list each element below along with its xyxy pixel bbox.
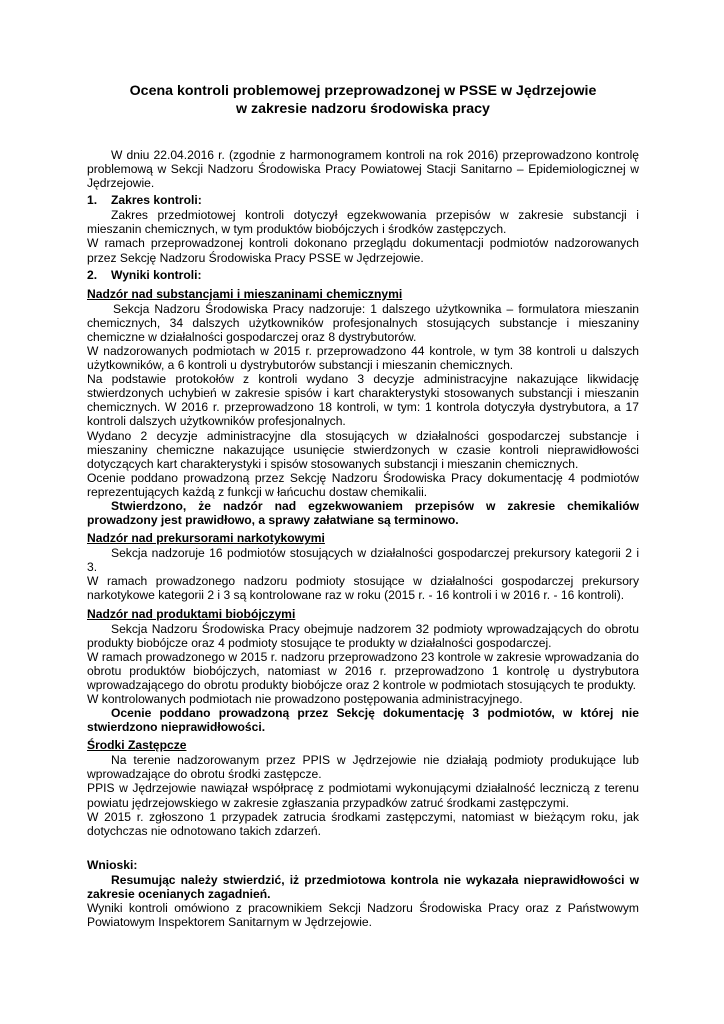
section-1-number: 1. [87,193,98,208]
title-line-2: w zakresie nadzoru środowiska pracy [236,101,490,117]
subst-paragraph-2: PPIS w Jędrzejowie nawiązał współpracę z podmiotami wykonującymi działalność leczniczą z terenu powiatu jędrzejowskiego w zakresie zgłaszania przypadków zatruć środkami zastępczymi. [87,781,639,810]
chem-conclusion: Stwierdzono, że nadzór nad egzekwowaniem przepisów w zakresie chemikaliów prowadzony jest prawidłowo, a sprawy załatwiane są terminowo. [87,498,639,528]
document-page [87,82,639,929]
conclusions-summary: Resumując należy stwierdzić, iż przedmiotowa kontrola nie wykazała nieprawidłowości w zakresie ocenianych zagadnień. [87,872,639,901]
section-1-paragraph-1: Zakres przedmiotowej kontroli dotyczył egzekwowania przepisów w zakresie substancji i mieszanin chemicznych, w tym produktów biobójczych i środków zastępczych. [87,208,639,237]
document-title [87,82,639,118]
narc-heading: Nadzór nad prekursorami narkotykowymi [87,531,325,546]
chem-paragraph-3: Na podstawie protokołów z kontroli wydano 3 decyzje administracyjne nakazujące likwidację stwierdzonych uchybień w zakresie spisów i kart charakterystyki stosowanych substancji i mieszanin chemicznych. W 2016 r. przeprowadzono 18 kontroli, w tym: 1 kontrola dotyczyła dystrybutora, a 17 kontroli dalszych użytkowników profesjonalnych. [87,372,639,429]
chem-paragraph-5: Ocenie poddano prowadzoną przez Sekcję Nadzoru Środowiska Pracy dokumentację 4 podmiotów reprezentujących każdą z funkcji w łańcuchu dostaw chemikalii. [87,470,639,499]
chem-paragraph-1: Sekcja Nadzoru Środowiska Pracy nadzoruje: 1 dalszego użytkownika – formulatora mieszanin chemicznych, 34 dalszych użytkowników profesjonalnych stosujących substancje i mieszaniny chemiczne w działalności gospodarczej oraz 8 dystrybutorów. [87,301,639,344]
section-1-title: Zakres kontroli: [111,193,202,208]
narc-paragraph-1: Sekcja nadzoruje 16 podmiotów stosujących w działalności gospodarczej prekursory kategorii 2 i 3. [87,546,639,575]
section-2-title: Wyniki kontroli: [111,267,202,282]
chem-heading: Nadzór nad substancjami i mieszaninami chemicznymi [87,286,403,301]
bio-paragraph-2: W ramach prowadzonego w 2015 r. nadzoru przeprowadzono 23 kontrole w zakresie wprowadzania do obrotu produktów biobójczych, natomiast w 2016 r. przeprowadzono 1 kontrolę u dystrybutora wprowadzającego do obrotu produkty biobójcze oraz 2 kontrole w podmiotach stosujących te produkty. [87,649,639,692]
chem-paragraph-2: W nadzorowanych podmiotach w 2015 r. przeprowadzono 44 kontrole, w tym 38 kontroli u dalszych użytkowników, a 6 kontroli u dystrybutorów substancji i mieszanin chemicznych. [87,343,639,373]
bio-conclusion: Ocenie poddano prowadzoną przez Sekcję dokumentację 3 podmiotów, w której nie stwierdzono nieprawidłowości. [87,706,639,735]
subst-heading: Środki Zastępcze [87,738,187,753]
subst-paragraph-1: Na terenie nadzorowanym przez PPIS w Jędrzejowie nie działają podmioty produkujące lub wprowadzające do obrotu środki zastępcze. [87,753,639,782]
bio-heading: Nadzór nad produktami biobójczymi [87,606,296,621]
narc-paragraph-2: W ramach prowadzonego nadzoru podmioty stosujące w działalności gospodarczej prekursory narkotykowe kategorii 2 i 3 są kontrolowane raz w roku (2015 r. - 16 kontroli i w 2016 r. - 16 kontroli). [87,574,639,603]
section-2-heading [87,268,639,283]
title-line-1: Ocena kontroli problemowej przeprowadzonej w PSSE w Jędrzejowie [129,83,597,99]
chem-paragraph-4: Wydano 2 decyzje administracyjne dla stosujących w działalności gospodarczej substancje i mieszaniny chemiczne nakazujące usunięcie stwierdzonych w czasie kontroli nieprawidłowości dotyczących kart charakterystyki i spisów stosowanych substancji i mieszanin chemicznych. [87,428,639,471]
section-1-heading [87,193,639,208]
bio-paragraph-1: Sekcja Nadzoru Środowiska Pracy obejmuje nadzorem 32 podmioty wprowadzających do obrotu produkty biobójcze oraz 4 podmioty stosujące te produkty w działalności gospodarczej. [87,621,639,650]
subst-paragraph-3: W 2015 r. zgłoszono 1 przypadek zatrucia środkami zastępczymi, natomiast w bieżącym roku, jak dotychczas nie odnotowano takich zdarzeń. [87,809,639,838]
section-1-paragraph-2: W ramach przeprowadzonej kontroli dokonano przeglądu dokumentacji podmiotów nadzorowanych przez Sekcję Nadzoru Środowiska Pracy PSSE w Jędrzejowie. [87,236,639,265]
intro-paragraph: W dniu 22.04.2016 r. (zgodnie z harmonogramem kontroli na rok 2016) przeprowadzono kontrolę problemową w Sekcji Nadzoru Środowiska Pracy Powiatowej Stacji Sanitarno – Epidemiologicznej w Jędrzejowie. [87,148,639,191]
bio-paragraph-3: W kontrolowanych podmiotach nie prowadzono postępowania administracyjnego. [87,692,523,706]
section-2-number: 2. [87,267,98,282]
conclusions-heading: Wnioski: [87,857,138,872]
conclusions-paragraph: Wyniki kontroli omówiono z pracownikiem Sekcji Nadzoru Środowiska Pracy oraz z Państwowym Powiatowym Inspektorem Sanitarnym w Jędrzejowie. [87,901,639,930]
